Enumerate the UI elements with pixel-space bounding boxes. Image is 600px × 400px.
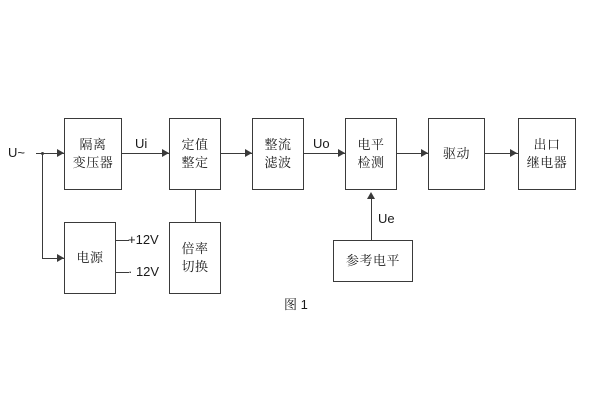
box-fixed-value-setting[interactable] [169, 118, 221, 190]
box-isolation-transformer-line-1: 隔离 [79, 137, 107, 152]
box-level-detection-line-1: 电平 [357, 137, 385, 152]
box-reference-level-line-1: 参考电平 [345, 253, 400, 268]
box-multiplier-switch-line-1: 倍率 [181, 241, 209, 256]
label-supply-negative: · 12V [128, 264, 160, 279]
arrow-branch-to-power [57, 254, 64, 262]
label-signal-ui: Ui [135, 136, 148, 151]
box-driver[interactable] [428, 118, 485, 190]
box-output-relay-line-1: 出口 [533, 137, 561, 152]
box-power-supply[interactable] [64, 222, 116, 294]
label-supply-positive: +12V [128, 232, 159, 247]
box-isolation-transformer[interactable] [64, 118, 122, 190]
box-reference-level[interactable] [333, 240, 413, 282]
box-isolation-transformer-line-2: 变压器 [72, 155, 114, 170]
box-output-relay[interactable] [518, 118, 576, 190]
box-multiplier-switch-line-2: 切换 [181, 259, 209, 274]
arrow-level-to-driver [421, 149, 428, 157]
box-output-relay-line-2: 继电器 [526, 155, 568, 170]
box-rectifier-filter-line-1: 整流 [264, 137, 292, 152]
figure-caption: 图 1 [284, 297, 308, 312]
label-input-u: U~ [8, 145, 25, 160]
arrow-driver-to-relay [510, 149, 517, 157]
box-rectifier-filter[interactable] [252, 118, 304, 190]
wire-reference-to-level [371, 198, 372, 240]
label-signal-ue: Ue [378, 211, 395, 226]
arrow-reference-to-level [367, 192, 375, 199]
arrow-rectifier-to-level [338, 149, 345, 157]
box-level-detection-line-2: 检测 [357, 155, 385, 170]
arrow-isolation-to-setting [162, 149, 169, 157]
box-power-supply-line-1: 电源 [76, 250, 104, 265]
wire-setting-to-multiplier [195, 190, 196, 222]
label-signal-uo: Uo [313, 136, 330, 151]
box-rectifier-filter-line-2: 滤波 [264, 155, 292, 170]
box-driver-line-1: 驱动 [442, 146, 470, 161]
box-fixed-value-setting-line-2: 整定 [181, 155, 209, 170]
box-fixed-value-setting-line-1: 定值 [181, 137, 209, 152]
wire-branch-down [42, 153, 43, 258]
box-level-detection[interactable] [345, 118, 397, 190]
box-multiplier-switch[interactable] [169, 222, 221, 294]
arrow-setting-to-rectifier [245, 149, 252, 157]
arrow-input-to-isolation [57, 149, 64, 157]
